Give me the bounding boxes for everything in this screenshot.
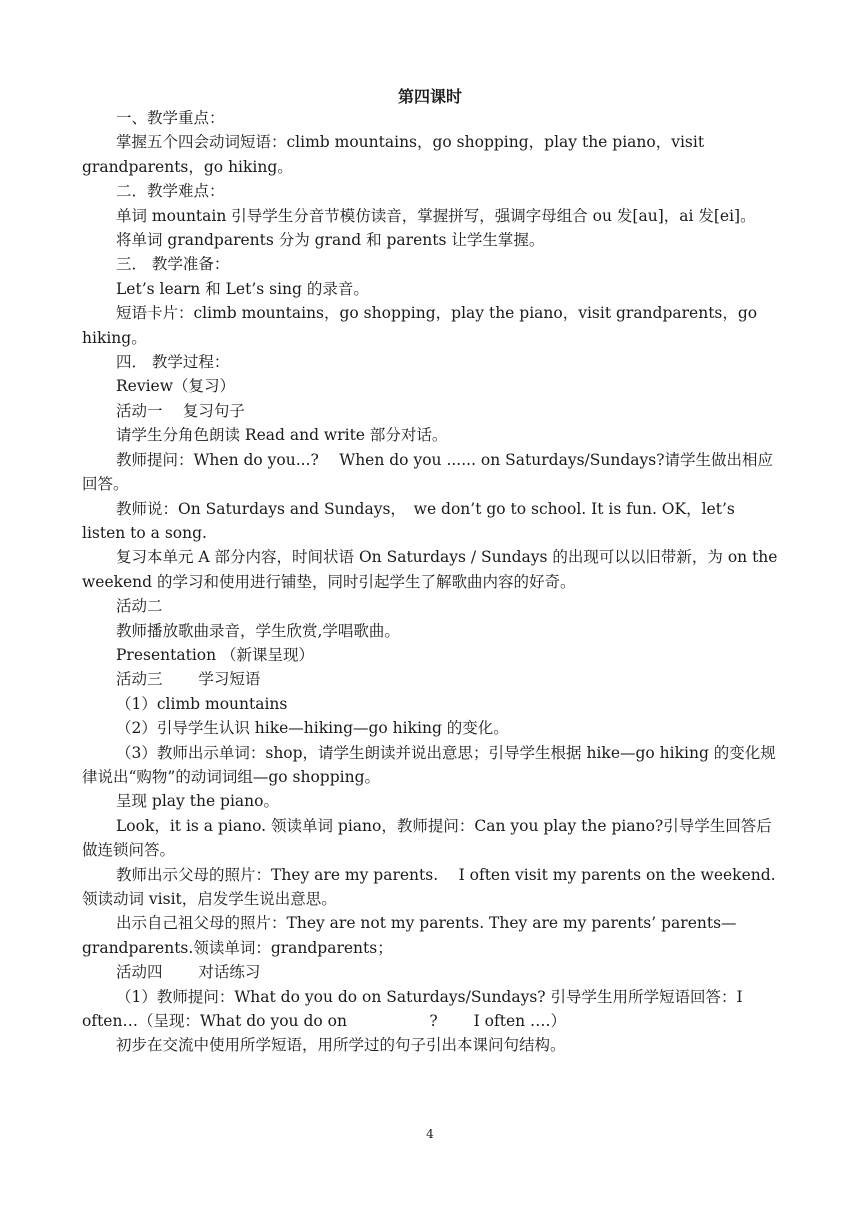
paragraph: （2）引导学生认识 hike—hiking—go hiking 的变化。: [116, 719, 509, 738]
paragraph: 一、教学重点：: [116, 109, 225, 127]
paragraph: Review（复习）: [116, 377, 235, 396]
paragraph: 活动一 复习句子: [116, 401, 245, 420]
paragraph: 呈现 play the piano。: [116, 792, 279, 811]
paragraph: （1）教师提问：What do you do on Saturdays/Sundays? 引导学生用所学短语回答：I often…（呈现：What do you do on ? I often ….）: [82, 987, 748, 1031]
paragraph: 教师出示父母的照片：They are my parents. I often visit my parents on the weekend. 领读动词 visit，启发学生说出意思。: [82, 865, 781, 908]
paragraph: 掌握五个四会动词短语：climb mountains，go shopping，play the piano，visit grandparents，go hiking。: [82, 133, 710, 176]
lesson-title: 第四课时: [397, 87, 462, 106]
paragraph: Look，it is a piano. 领读单词 piano，教师提问：Can you play the piano?引导学生回答后做连锁问答。: [82, 816, 772, 860]
paragraph: 单词 mountain 引导学生分音节模仿读音，掌握拼写，强调字母组合 ou 发[au]，ai 发[ei]。: [116, 206, 756, 225]
lesson-body: [82, 106, 782, 1058]
paragraph: 二．教学难点：: [116, 182, 225, 201]
paragraph: 教师说：On Saturdays and Sundays， we don’t go to school. It is fun. OK，let’s listen to a song.: [82, 499, 740, 542]
paragraph: 教师提问：When do you...? When do you ...... on Saturdays/Sundays?请学生做出相应回答。: [82, 450, 774, 494]
paragraph: Presentation （新课呈现）: [116, 645, 315, 664]
page-number: 4: [426, 1127, 434, 1141]
paragraph: （1）climb mountains: [116, 694, 288, 713]
paragraph: （3）教师出示单词：shop，请学生朗读并说出意思；引导学生根据 hike—go hiking 的变化规律说出“购物”的动词词组—go shopping。: [82, 743, 776, 786]
paragraph: 请学生分角色朗读 Read and write 部分对话。: [116, 426, 448, 445]
paragraph: 将单词 grandparents 分为 grand 和 parents 让学生掌握。: [116, 231, 545, 250]
paragraph: 三． 教学准备：: [116, 255, 230, 274]
paragraph: 出示自己祖父母的照片：They are not my parents. They are my parents’ parents—grandparents.领读单词：grandparents；: [82, 914, 737, 957]
paragraph: 短语卡片：climb mountains，go shopping，play the piano，visit grandparents，go hiking。: [82, 304, 763, 347]
paragraph: 活动三 学习短语: [116, 670, 261, 689]
paragraph: Let’s learn 和 Let’s sing 的录音。: [116, 279, 369, 298]
paragraph: 活动二: [116, 597, 163, 616]
paragraph: 四． 教学过程：: [116, 353, 230, 372]
paragraph: 初步在交流中使用所学短语，用所学过的句子引出本课问句结构。: [116, 1036, 566, 1055]
paragraph: 复习本单元 A 部分内容，时间状语 On Saturdays / Sundays 的出现可以以旧带新，为 on the weekend 的学习和使用进行铺垫，同时引起学生了解歌曲内容的好奇。: [82, 548, 783, 591]
paragraph: 教师播放歌曲录音，学生欣赏,学唱歌曲。: [116, 621, 400, 640]
paragraph: 活动四 对话练习: [116, 963, 261, 982]
